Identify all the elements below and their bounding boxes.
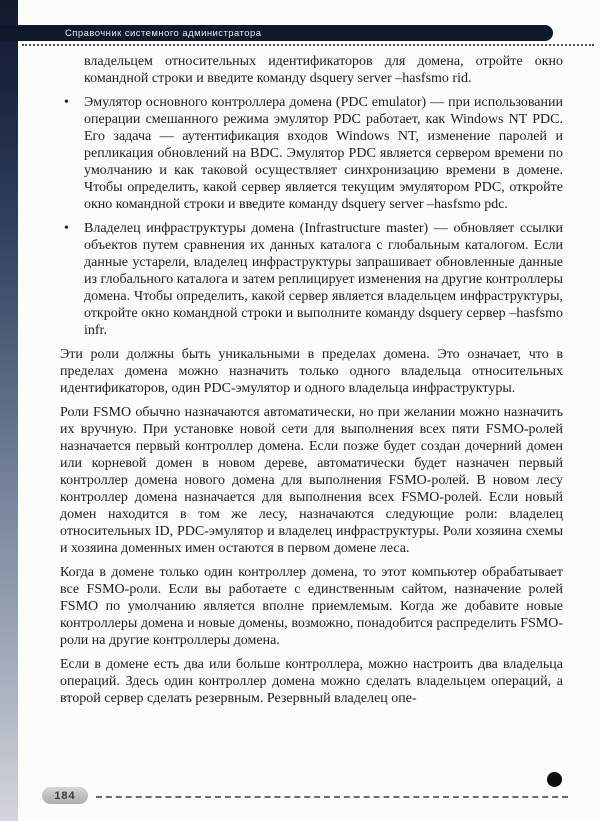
footer-dashed-divider <box>96 796 568 798</box>
bullet-icon: • <box>64 221 69 236</box>
black-dot-ornament-icon <box>547 772 562 787</box>
paragraph: Если в домене есть два или больше контроллера, можно настроить два владельца операций. Здесь один контроллер домена можно сделать владельцем операций, а второй сервер сделать резервным. Резервный владелец опе- <box>60 657 563 706</box>
page-number-badge: 184 <box>42 787 88 804</box>
continuation-paragraph: владельцем относительных идентификаторов для домена, отройте окно командной строки и введите команду dsquery server –hasfsmo rid. <box>84 54 563 86</box>
running-header-bar <box>0 25 553 41</box>
bullet-icon: • <box>64 95 69 110</box>
paragraph: Эти роли должны быть уникальными в пределах домена. Это означает, что в пределах домена можно назначить только одного владельца относительных идентификаторов, один PDC-эмулятор и одного владельца инфраструктуры. <box>60 347 563 396</box>
paragraph: Когда в домене только один контроллер домена, то этот компьютер обрабатывает все FSMO-роли. Если вы работаете с единственным сайтом, назначение ролей FSMO по умолчанию является вполне приемлемым. Когда же добавите новые контроллеры домена и новые домены, возможно, понадобится распределить FSMO-роли на другие контроллеры домена. <box>60 565 563 648</box>
list-item <box>60 220 563 339</box>
bullet-list <box>60 94 563 339</box>
header-dotted-divider <box>22 44 594 46</box>
paragraph: Роли FSMO обычно назначаются автоматически, но при желании можно назначить их вручную. При установке новой сети для выполнения всех пяти FSMO-ролей назначается первый контроллер домена. Если позже будет создан дочерний домен или корневой домен в новом дереве, автоматически будет назначен первый контроллер домена нового домена для выполнения FSMO-ролей. В новом лесу контроллер домена назначается для выполнения всех FSMO-ролей. Если новый домен находится в том же лесу, назначаются следующие роли: владелец относительных ID, PDC-эмулятор и владелец инфраструктуры. Роли хозяина схемы и хозяина доменных имен остаются в первом домене леса. <box>60 405 563 556</box>
list-item-text: Эмулятор основного контроллера домена (PDC emulator) — при использовании операции смешанного режима эмулятор PDC работает, как Windows NT PDC. Его задача — аутентификация входов Windows NT, изменение паролей и репликация обновлений на BDC. Эмулятор PDC является сервером времени по умолчанию и как таковой осуществляет синхронизацию времени в домене. Чтобы определить, какой сервер является текущим эмулятором PDC, откройте окно командной строки и введите команду dsquery server –hasfsmo pdc. <box>84 95 563 212</box>
list-item-text: Владелец инфраструктуры домена (Infrastructure master) — обновляет ссылки объектов путем сравнения их данных каталога с глобальным каталогом. Если данные устарели, владелец инфраструктуры запрашивает обновленные данные из глобального каталога и затем реплицирует изменения на другие контроллеры домена. Чтобы определить, какой сервер является владельцем инфраструктуры, откройте окно командной строки и выполните команду dsquery сервер –hasfsmo infr. <box>84 221 563 338</box>
running-header-title: Справочник системного администратора <box>65 27 262 39</box>
page-edge-gradient <box>0 0 18 821</box>
content-column <box>60 53 563 714</box>
list-item <box>60 94 563 213</box>
